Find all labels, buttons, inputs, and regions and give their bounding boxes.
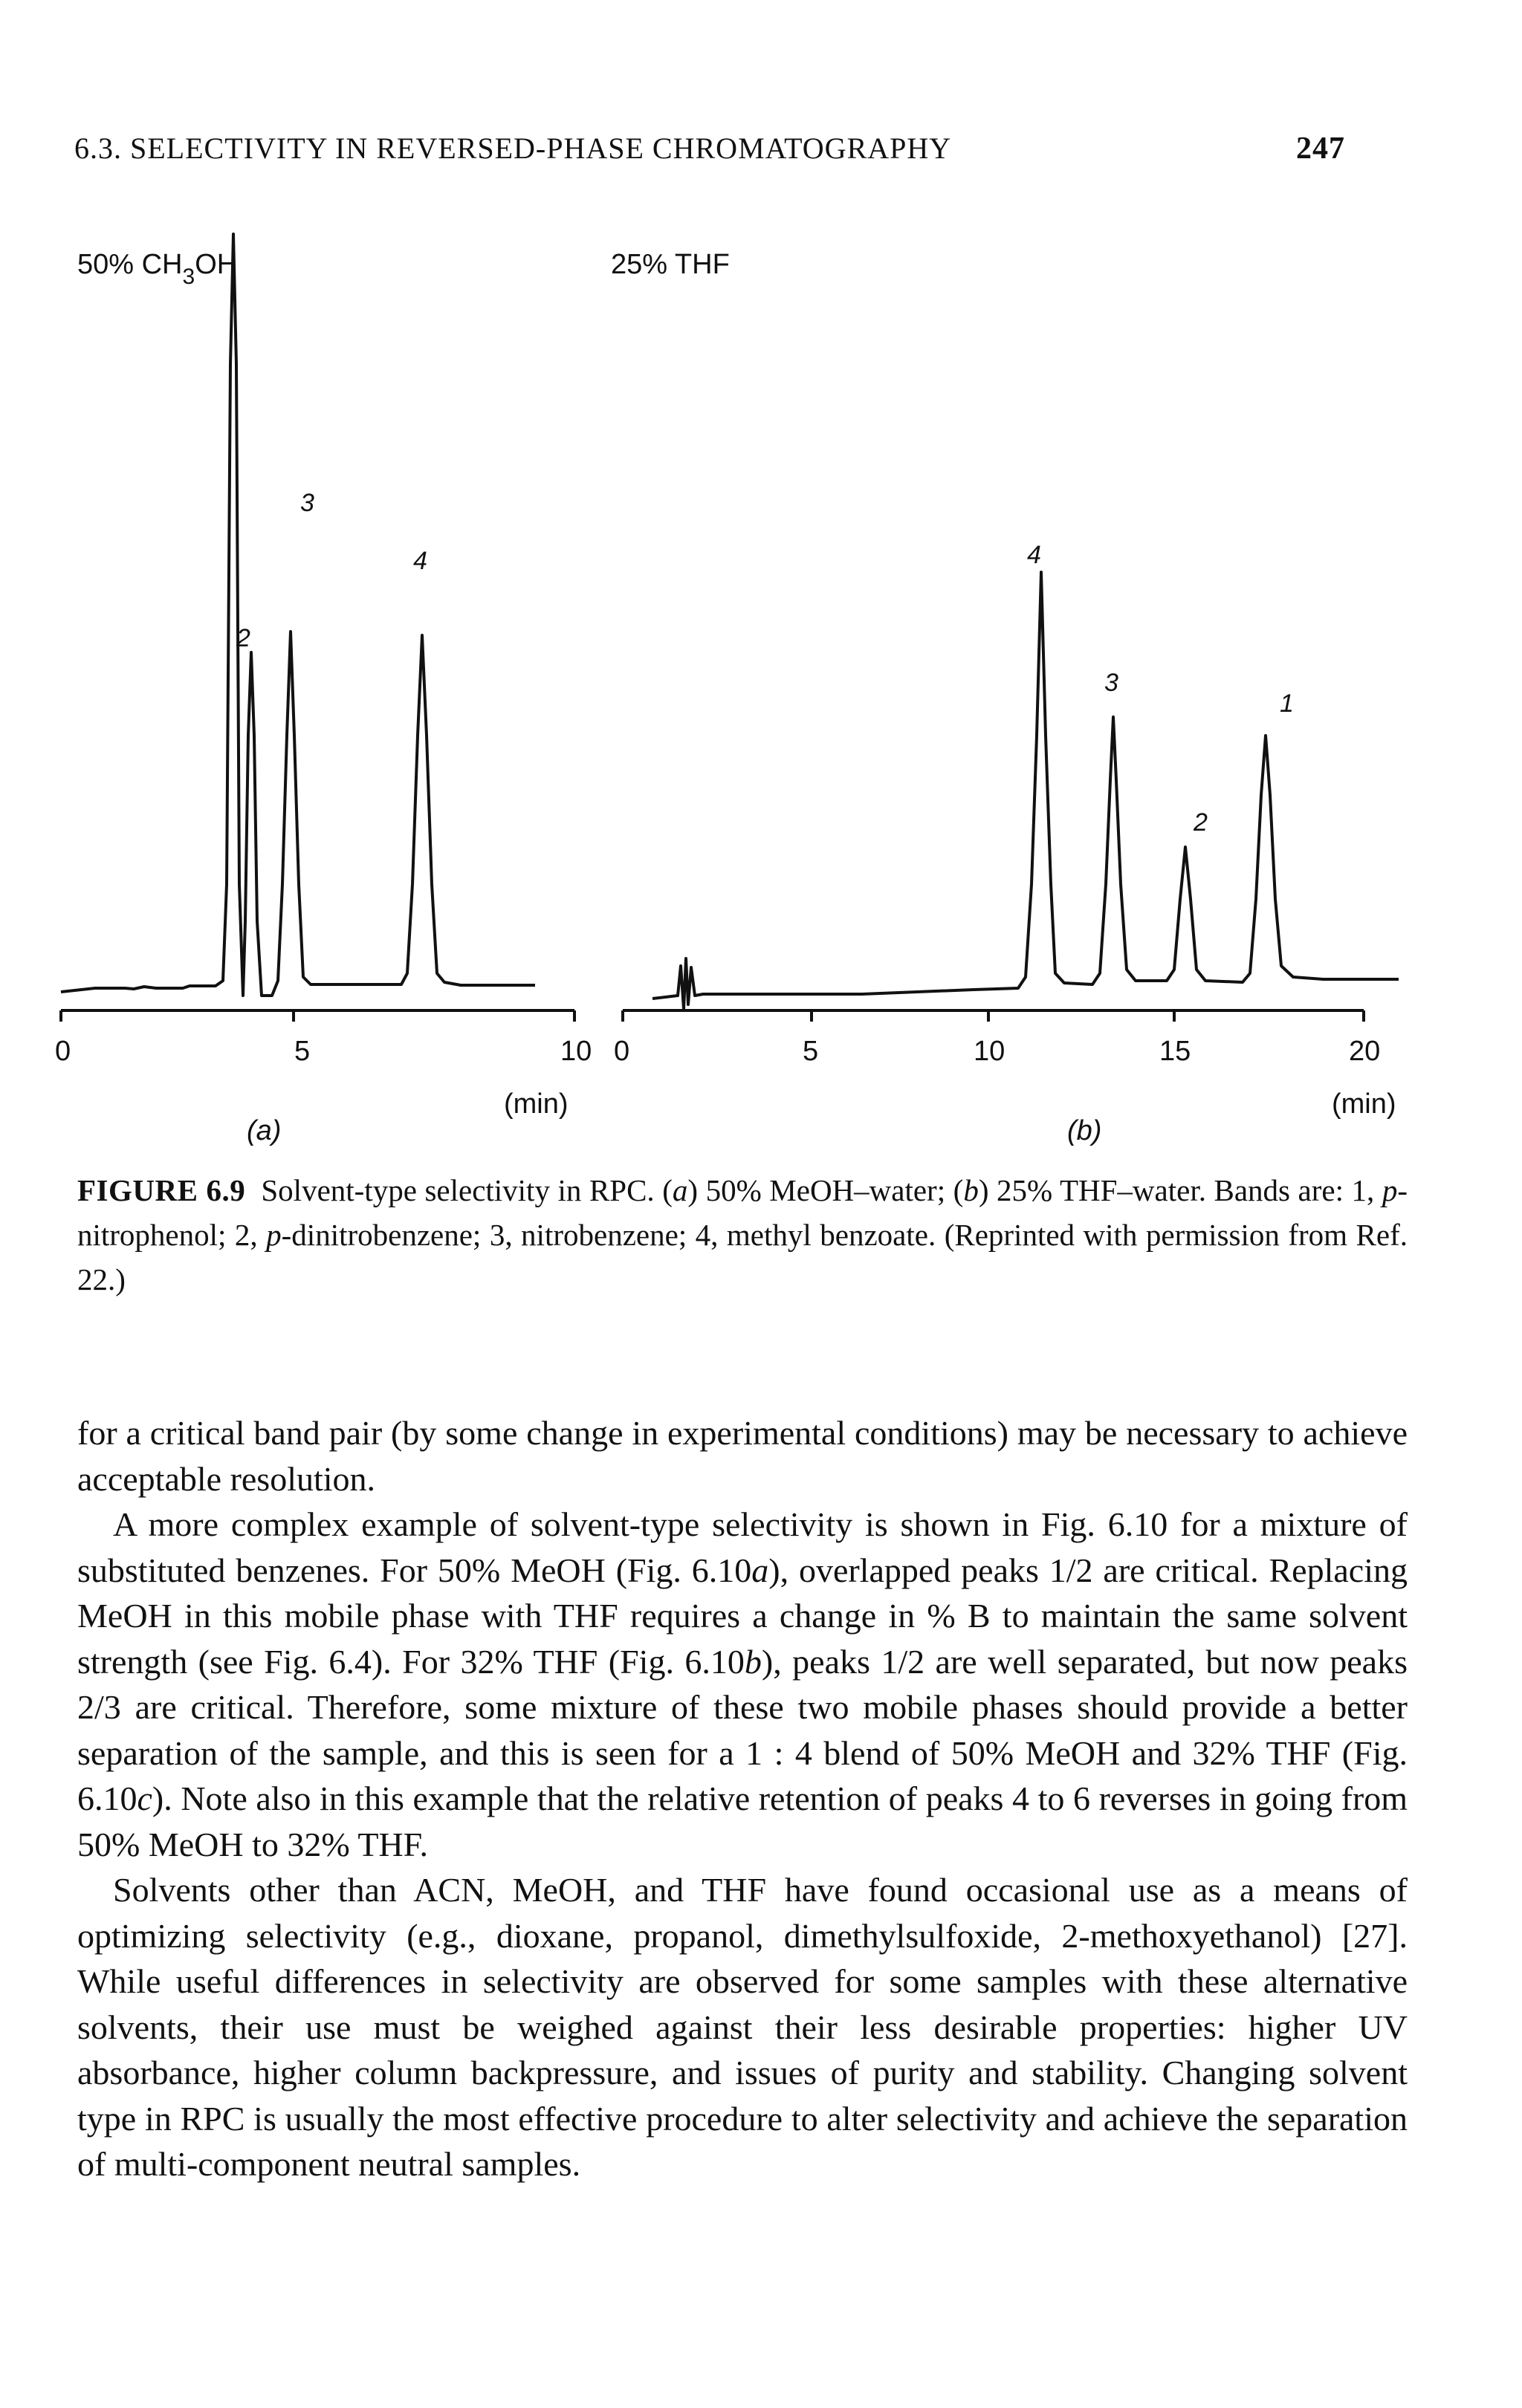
- peak-label-a-2: 2: [236, 624, 250, 652]
- body-text: [77, 1410, 1408, 2187]
- paragraph-1: for a critical band pair (by some change in experimental conditions) may be necessary to achieve acceptable resolution.: [77, 1414, 1408, 1498]
- peak-label-a-3: 3: [300, 489, 314, 517]
- section-title: 6.3. SELECTIVITY IN REVERSED-PHASE CHROMATOGRAPHY: [74, 132, 952, 165]
- tick-label-a-10: 10: [560, 1036, 592, 1067]
- panel-label-b: (b): [1067, 1115, 1102, 1146]
- unit-label-a: (min): [504, 1088, 569, 1120]
- page-number: 247: [1296, 132, 1345, 166]
- chromatogram-b-trace: [652, 572, 1399, 1009]
- peak-label-b-1: 1: [1280, 689, 1294, 718]
- caption-label: FIGURE 6.9: [77, 1173, 246, 1207]
- peak-label-b-2: 2: [1194, 808, 1208, 837]
- peak-label-b-3: 3: [1104, 669, 1118, 697]
- tick-label-a-0: 0: [55, 1036, 71, 1067]
- tick-label-b-15: 15: [1159, 1036, 1191, 1067]
- panel-a-solvent-label: 50% $CH_3OH$: [77, 249, 238, 289]
- peak-label-a-4: 4: [413, 547, 427, 575]
- tick-label-a-5: 5: [294, 1036, 311, 1067]
- figure-caption: [77, 1168, 1408, 1302]
- panel-label-a: (a): [247, 1115, 282, 1146]
- tick-label-b-10: 10: [974, 1036, 1006, 1067]
- tick-label-b-20: 20: [1349, 1036, 1381, 1067]
- caption-text: Solvent-type selectivity in RPC. (a) 50% MeOH–water; (b) 25% THF–water. Bands are: 1, p-nitrophenol; 2, p-dinitrobenzene; 3, nitrobenzene; 4, methyl benzoate. (Reprinted with permission from Ref. 22.): [77, 1173, 1408, 1297]
- paragraph-2: A more complex example of solvent-type selectivity is shown in Fig. 6.10 for a mixture of substituted benzenes. For 50% MeOH (Fig. 6.10a), overlapped peaks 1/2 are critical. Replacing MeOH in this mobile phase with THF requires a change in % B to maintain the same solvent strength (see Fig. 6.4). For 32% THF (Fig. 6.10b), peaks 1/2 are well separated, but now peaks 2/3 are critical. Therefore, some mixture of these two mobile phases should provide a better separation of the sample, and this is seen for a 1 : 4 blend of 50% MeOH and 32% THF (Fig. 6.10c). Note also in this example that the relative retention of peaks 4 to 6 reverses in going from 50% MeOH to 32% THF.: [77, 1505, 1408, 1863]
- tick-label-b-5: 5: [803, 1036, 819, 1067]
- paragraph-3: Solvents other than ACN, MeOH, and THF have found occasional use as a means of optimizing selectivity (e.g., dioxane, propanol, dimethylsulfoxide, 2-methoxyethanol) [27]. While useful differences in selectivity are observed for some samples with these alternative solvents, their use must be weighed against their less desirable properties: higher UV absorbance, higher column backpressure, and issues of purity and stability. Changing solvent type in RPC is usually the most effective procedure to alter selectivity and achieve the separation of multi-component neutral samples.: [77, 1871, 1408, 2183]
- chromatogram-figure: [0, 215, 1522, 1181]
- axis-b: [623, 1010, 1364, 1022]
- peak-label-b-4: 4: [1027, 541, 1041, 569]
- chromatogram-a-trace: [61, 234, 535, 996]
- unit-label-b: (min): [1332, 1088, 1396, 1120]
- panel-b-solvent-label: 25% THF: [611, 249, 730, 280]
- running-head: [74, 131, 1345, 175]
- figure-6-9: [0, 215, 1522, 1181]
- tick-label-b-0: 0: [614, 1036, 630, 1067]
- axis-a: [61, 1010, 574, 1022]
